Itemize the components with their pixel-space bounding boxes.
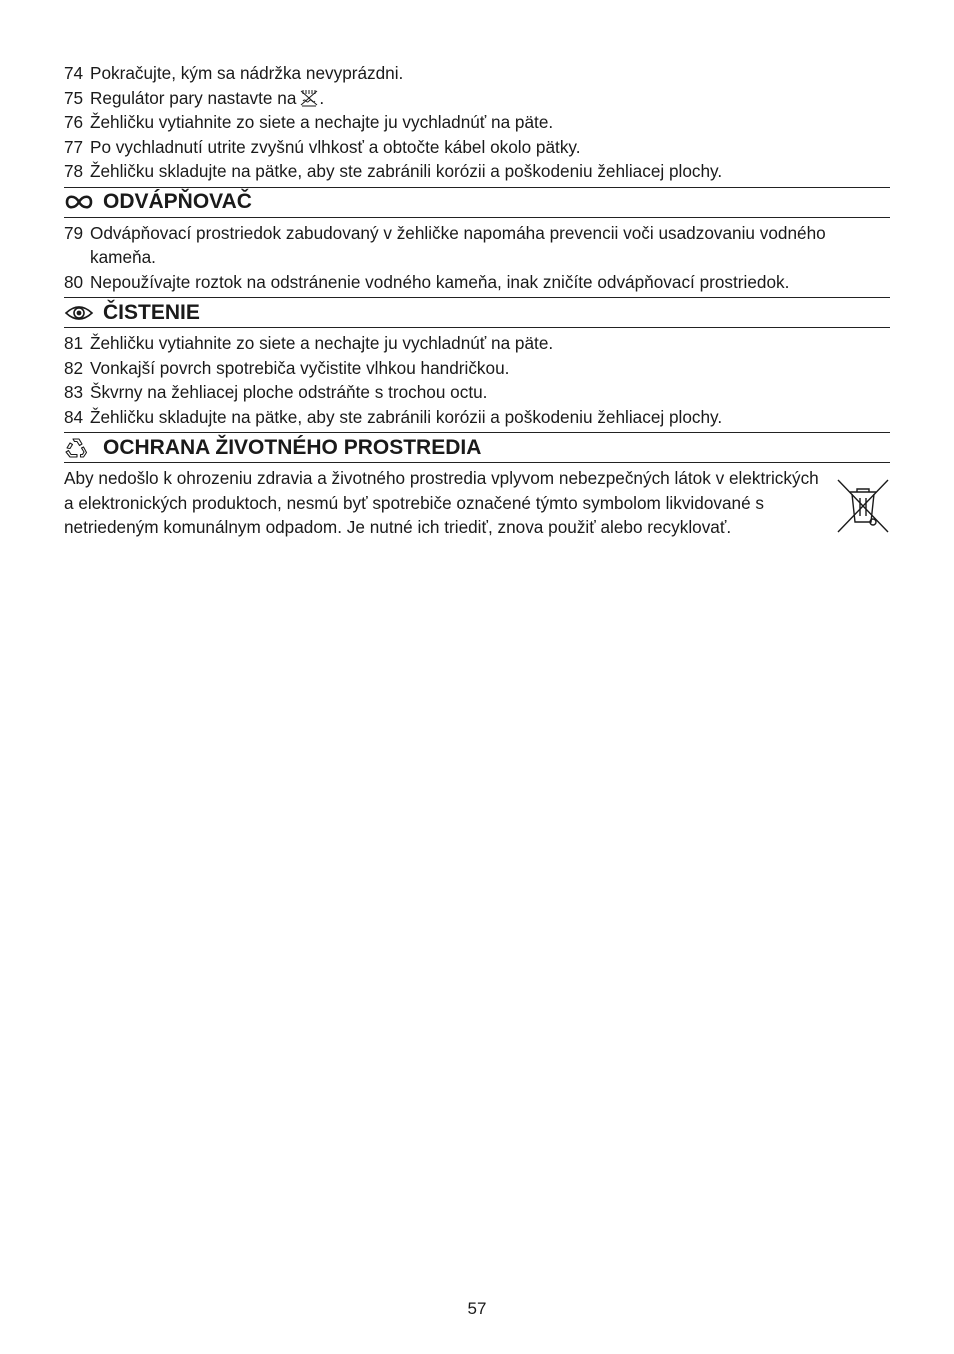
item-number: 79 [64, 222, 84, 243]
list-item [64, 380, 890, 405]
environment-text: Aby nedošlo k ohrozeniu zdravia a životného prostredia vplyvom nebezpečných látok v elektrických a elektronických produktoch, nesmú byť spotrebiče označené týmto symbolom likvidované s netriedeným komunálnym odpadom. Je nutné ich triediť, znova použiť alebo recyklovať. [64, 468, 819, 537]
list-item [64, 110, 890, 135]
section-title: ČISTENIE [103, 300, 200, 324]
list-item [64, 86, 890, 111]
manual-page-content [64, 61, 890, 540]
item-text: Žehličku skladujte na pätke, aby ste zabránili korózii a poškodeniu žehliacej plochy. [90, 161, 723, 181]
section-header-descaler [64, 187, 890, 218]
item-text: Nepoužívajte roztok na odstránenie vodného kameňa, inak zničíte odvápňovací prostriedok. [90, 271, 790, 292]
item-number: 83 [64, 382, 84, 402]
list-item [64, 356, 890, 381]
item-text: Žehličku vytiahnite zo siete a nechajte ju vychladnúť na päte. [90, 333, 554, 353]
page-number: 57 [467, 1299, 487, 1318]
item-number: 74 [64, 63, 84, 83]
steam-off-icon [299, 89, 319, 107]
crossed-bin-icon [836, 478, 890, 534]
list-item [64, 61, 890, 86]
list-item [64, 135, 890, 160]
list-item [64, 405, 890, 430]
item-text: Regulátor pary nastavte na [90, 87, 297, 108]
recycle-icon [64, 437, 88, 459]
list-item [64, 331, 890, 356]
item-number: 81 [64, 333, 84, 353]
environment-paragraph [64, 466, 890, 540]
item-number: 82 [64, 357, 84, 378]
item-number: 75 [64, 87, 84, 108]
item-text: Žehličku vytiahnite zo siete a nechajte ju vychladnúť na päte. [90, 112, 554, 132]
list-item [64, 270, 890, 295]
section-header-cleaning [64, 297, 890, 328]
section-title: ODVÁPŇOVAČ [103, 190, 252, 213]
item-number: 76 [64, 112, 84, 132]
item-text: Škvrny na žehliacej ploche odstráňte s trochou octu. [90, 382, 488, 402]
item-suffix: . [319, 87, 325, 108]
section-title: OCHRANA ŽIVOTNÉHO PROSTREDIA [103, 435, 482, 459]
item-text: Vonkajší povrch spotrebiča vyčistite vlhkou handričkou. [90, 357, 510, 378]
item-text: Pokračujte, kým sa nádržka nevyprázdni. [90, 63, 404, 83]
item-text: Žehličku skladujte na pätke, aby ste zabránili korózii a poškodeniu žehliacej plochy. [90, 406, 723, 427]
item-text: Odvápňovací prostriedok zabudovaný v žehličke napomáha prevencii voči usadzovaniu vodného kameňa. [90, 222, 826, 267]
item-text: Po vychladnutí utrite zvyšnú vlhkosť a obtočte kábel okolo pätky. [90, 136, 581, 157]
section-header-environment [64, 432, 890, 463]
item-number: 78 [64, 161, 84, 181]
list-item [64, 159, 890, 184]
item-number: 77 [64, 136, 84, 157]
infinity-icon [64, 194, 94, 210]
list-item [64, 221, 890, 270]
item-number: 80 [64, 271, 84, 292]
eye-icon [64, 304, 94, 322]
item-number: 84 [64, 406, 84, 427]
